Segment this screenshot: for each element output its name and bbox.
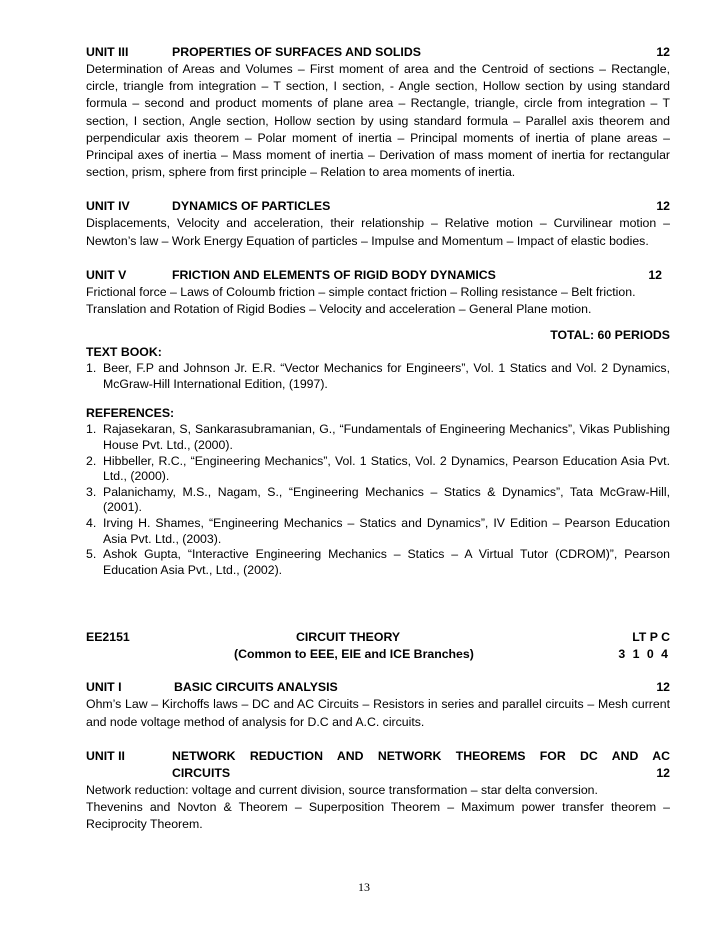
unit-4-body: Displacements, Velocity and acceleration, their relationship – Relative motion – Curvilinear motion – Newton’s law – Work Energy Equation of particles – Impulse and Momentum – Impact of elastic bodies. — [86, 216, 670, 248]
unit-hours: 12 — [648, 267, 662, 282]
unit-4-heading — [86, 198, 670, 215]
ltpc-values: 3 1 0 4 — [618, 647, 670, 662]
unit-1-heading — [86, 679, 670, 696]
unit-title: PROPERTIES OF SURFACES AND SOLIDS — [172, 45, 421, 59]
unit-1-body: Ohm’s Law – Kirchoffs laws – DC and AC Circuits – Resistors in series and parallel circuits – Mesh current and node voltage method of analysis for D.C and A.C. circuits. — [86, 697, 670, 729]
unit-hours: 12 — [656, 765, 670, 780]
reference-item: 3. Palanichamy, M.S., Nagam, S., “Engineering Mechanics – Statics & Dynamics”, Tata McGraw-Hill, (2001). — [86, 484, 670, 515]
unit-code: UNIT I — [86, 680, 122, 695]
textbook-list — [86, 361, 670, 392]
unit-2-body: Network reduction: voltage and current division, source transformation – star delta conversion. — [86, 782, 598, 797]
reference-item: 4. Irving H. Shames, “Engineering Mechanics – Statics and Dynamics”, IV Edition – Pearson Education Asia Pvt. Ltd., (2003). — [86, 515, 670, 546]
unit-5-body: Frictional force – Laws of Coloumb friction – simple contact friction – Rolling resistance – Belt friction. — [86, 284, 636, 299]
unit-code: UNIT II — [86, 748, 125, 763]
unit-2-heading — [86, 748, 670, 782]
total-periods: TOTAL: 60 PERIODS — [550, 328, 670, 343]
unit-title: FRICTION AND ELEMENTS OF RIGID BODY DYNAMICS — [172, 267, 496, 282]
reference-item: 5. Ashok Gupta, “Interactive Engineering Mechanics – Statics – A Virtual Tutor (CDROM)”, Pearson Education Asia Pvt., Ltd., (2002). — [86, 547, 670, 577]
unit-title-line-2: CIRCUITS — [172, 765, 231, 780]
unit-5-heading — [86, 267, 670, 284]
course-subtitle: (Common to EEE, EIE and ICE Branches) — [234, 647, 474, 662]
unit-2-body-2: Thevenins and Novton & Theorem – Superposition Theorem – Maximum power transfer theorem – Reciprocity Theorem. — [86, 799, 670, 832]
unit-title: DYNAMICS OF PARTICLES — [172, 199, 331, 214]
unit-title-line-1: NETWORK REDUCTION AND NETWORK THEOREMS FOR DC AND AC — [172, 748, 670, 763]
unit-5-body-2: Translation and Rotation of Rigid Bodies – Velocity and acceleration – General Plane motion. — [86, 302, 592, 317]
document-page — [86, 44, 670, 833]
unit-3-body: Determination of Areas and Volumes – First moment of area and the Centroid of sections – Rectangle, circle, triangle from integration – T section, I section, - Angle section, Hollow section by using standard formula – second and product moments of plane area – Rectangle, triangle, circle from integration – T section, I section, Angle section, Hollow section by using standard formula – Parallel axis theorem and perpendicular axis theorem – Polar moment of inertia – Principal moments of inertia of plane areas – Principal axes of inertia – Mass moment of inertia – Derivation of mass moment of inertia for rectangular section, prism, sphere from first principle – Relation to area moments of inertia. — [86, 62, 670, 180]
unit-code: UNIT III — [86, 45, 129, 59]
unit-code: UNIT V — [86, 267, 127, 282]
course-title: CIRCUIT THEORY — [296, 630, 401, 645]
page-number: 13 — [358, 880, 370, 894]
references-heading: REFERENCES: — [86, 406, 175, 421]
textbook-heading: TEXT BOOK: — [86, 345, 162, 360]
unit-title: BASIC CIRCUITS ANALYSIS — [174, 680, 338, 695]
references-list — [86, 422, 670, 578]
reference-item: 2. Hibbeller, R.C., “Engineering Mechanics”, Vol. 1 Statics, Vol. 2 Dynamics, Pearson Education Asia Pvt. Ltd., (2000). — [86, 453, 670, 484]
course-header — [86, 629, 670, 663]
unit-3-heading — [86, 44, 670, 61]
reference-item: 1. Rajasekaran, S, Sankarasubramanian, G., “Fundamentals of Engineering Mechanics”, Vikas Publishing House Pvt. Ltd., (2000). — [86, 422, 670, 453]
unit-hours: 12 — [656, 199, 670, 214]
unit-hours: 12 — [656, 680, 670, 695]
ltpc-label: LT P C — [632, 630, 670, 645]
unit-code: UNIT IV — [86, 199, 130, 214]
course-code: EE2151 — [86, 630, 130, 645]
textbook-item: 1. Beer, F.P and Johnson Jr. E.R. “Vector Mechanics for Engineers”, Vol. 1 Statics and Vol. 2 Dynamics, McGraw-Hill International Edition, (1997). — [86, 361, 670, 391]
unit-hours: 12 — [656, 45, 670, 59]
